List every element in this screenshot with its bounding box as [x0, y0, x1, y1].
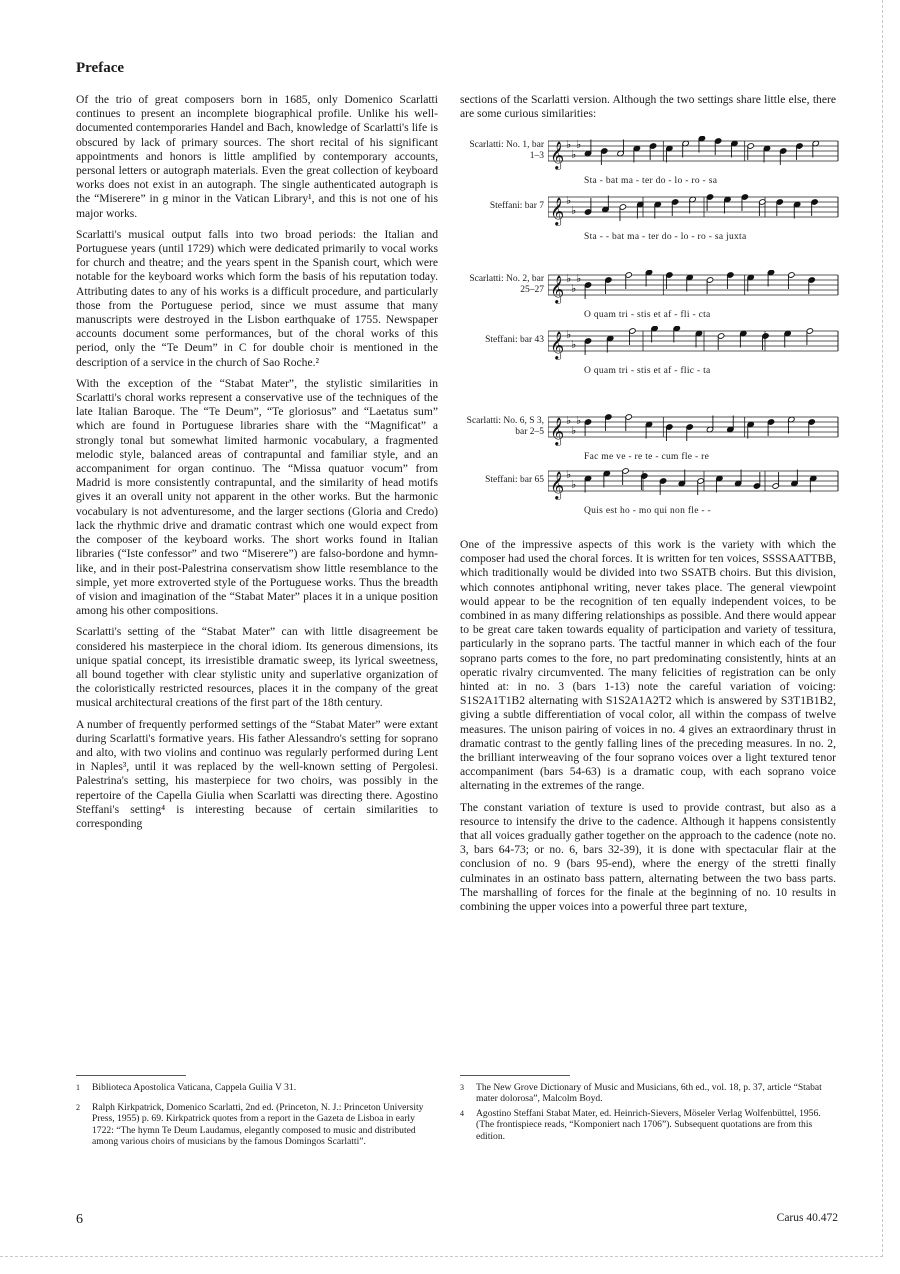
page-number: 6 [76, 1212, 83, 1227]
flat-icon: ♭ [571, 148, 577, 161]
staff [548, 326, 840, 360]
example-label: Steffani: bar 7 [489, 201, 544, 211]
treble-clef-icon: 𝄞 [550, 141, 565, 169]
example-label: Steffani: bar 43 [485, 335, 544, 345]
flat-icon: ♭ [566, 414, 572, 427]
example-lyrics: O quam tri - stis et af - flic - ta [584, 366, 711, 376]
paragraph: A number of frequently performed settings of the “Stabat Mater” were extant during Scarlatti's formative years. His father Alessandro's setting for soprano and alto, with two violins and continuo was regularly performed during Lent in Naples³, until it was replaced by the well-known setting of Pergolesi. Palestrina's setting, his masterpiece for two choirs, was possibly in the repertoire of the Capella Giulia when Scarlatti was directing there. Agostino Steffani's setting⁴ is interesting because of certain similarities to corresponding [76, 717, 438, 830]
treble-clef-icon: 𝄞 [550, 331, 565, 359]
flat-icon: ♭ [571, 478, 577, 491]
footnote-text: The New Grove Dictionary of Music and Musicians, 6th ed., vol. 18, p. 37, article “Stabat mater dolorosa”, Malcolm Boyd. [476, 1082, 822, 1105]
music-examples [460, 132, 836, 532]
paragraph: With the exception of the “Stabat Mater”, the stylistic similarities in Scarlatti's choral works represent a conservative use of the techniques of the late Italian Baroque. The “Te Deum”, “Te gloriosus” and “Laetatus sum” which are found in Portuguese libraries share with the “Magnificat” a strongly tonal but somewhat limited harmonic vocabulary, a fragmented melodic style, balanced areas of contrapuntal and familiar style, and an accompaniment for organ continuo. The “Missa quatuor vocum” from Madrid is more consistently contrapuntal, and the similarity of head motifs gives it an overall unity not apparent in the other works. But the harmonic vocabulary is not adventuresome, and the larger sections (Gloria and Credo) lack the rhythmic drive and dramatic contrast which one would expect from the composer of the keyboard works. The short works found in Italian libraries (“Iste confessor” and two “Miserere”) are falso-bordone and hymn-like, and in their post-Palestrina conservatism show little resemblance to the simple, yet more extroverted style of the Portuguese works. Thus the breadth of vision and imagination of the “Stabat Mater” places it in a unique position among his other compositions. [76, 376, 438, 618]
footnote-mark: 4 [460, 1109, 464, 1118]
example-label: Steffani: bar 65 [485, 475, 544, 485]
example-lyrics: Sta - - bat ma - ter do - lo - ro - sa juxta [584, 232, 747, 242]
staff [548, 270, 840, 304]
footnote-text: Agostino Steffani Stabat Mater, ed. Heinrich-Sievers, Möseler Verlag Wolfenbüttel, 1956. (The frontispiece reads, “Komponiert nach 1706”). Subsequent quotations are from this edition. [476, 1108, 821, 1142]
flat-icon: ♭ [566, 272, 572, 285]
treble-clef-icon: 𝄞 [550, 417, 565, 445]
flat-icon: ♭ [566, 138, 572, 151]
flat-icon: ♭ [566, 328, 572, 341]
flat-icon: ♭ [566, 468, 572, 481]
footnote-mark: 1 [76, 1083, 80, 1092]
flat-icon: ♭ [571, 338, 577, 351]
footnote-mark: 3 [460, 1083, 464, 1092]
treble-clef-icon: 𝄞 [550, 197, 565, 225]
example-label: Scarlatti: No. 6, S 3, bar 2–5 [466, 416, 544, 437]
staff [548, 136, 840, 170]
flat-icon: ♭ [576, 414, 582, 427]
flat-icon: ♭ [576, 138, 582, 151]
staff [548, 412, 840, 446]
example-lyrics: Quis est ho - mo qui non fle - - [584, 506, 712, 516]
example-lyrics: Fac me ve - re te - cum fle - re [584, 452, 710, 462]
paragraph: The constant variation of texture is used to provide contrast, but also as a resource to intensify the drive to the cadence. Although it happens consistently that all voices gradually gather together on the approach to the cadence (note no. 3, bars 64-73; or no. 6, bars 32-39), it is done with spectacular flair at the conclusion of no. 9 (bars 95-end), where the energy of the stretti finally culminates in an ostinato bass pattern, alternating between the two bass parts. The marshalling of forces for the finale at the beginning of no. 10 results in combining the upper voices into a powerful three part texture, [460, 800, 836, 914]
flat-icon: ♭ [571, 204, 577, 217]
footnote-text: Biblioteca Apostolica Vaticana, Cappela Guilia V 31. [92, 1082, 297, 1093]
right-column [460, 538, 836, 921]
example-label: Scarlatti: No. 2, bar 25–27 [469, 274, 544, 295]
paragraph: sections of the Scarlatti version. Although the two settings share little else, there are some curious similarities: [460, 93, 836, 121]
paragraph: Of the trio of great composers born in 1685, only Domenico Scarlatti continues to present an incomplete biographical profile. Unlike his well-documented contemporaries Handel and Bach, knowledge of Scarlatti's life is obscured by lack of primary sources. The short recital of his significant appointments and honors is little amplified by contemporary accounts, personal letters or autograph materials. Even the great collection of keyboard works does not exist in an autograph. The single authenticated autograph is the “Miserere” in g minor in the Vatican Library¹, and this is not one of his major works. [76, 93, 438, 220]
example-lyrics: Sta - bat ma - ter do - lo - ro - sa [584, 176, 718, 186]
left-column [76, 93, 438, 838]
treble-clef-icon: 𝄞 [550, 275, 565, 303]
catalog-number: Carus 40.472 [776, 1212, 838, 1224]
treble-clef-icon: 𝄞 [550, 471, 565, 499]
flat-icon: ♭ [571, 424, 577, 437]
footnote [76, 1082, 438, 1093]
page-title: Preface [76, 60, 125, 76]
paragraph: Scarlatti's setting of the “Stabat Mater” can with little disagreement be considered his masterpiece in the choral idiom. Its generous dimensions, its unique spatial concept, its irresistible dramatic sweep, its lyrical sweetness, all bound together with clear stylistic unity and superlative organization of the coloristically restricted resources, places it in the company of the great musical architectural creations of the first part of the 18th century. [76, 625, 438, 710]
example-label: Scarlatti: No. 1, bar 1–3 [469, 140, 544, 161]
flat-icon: ♭ [576, 272, 582, 285]
footnote-rule [460, 1075, 570, 1076]
paragraph: One of the impressive aspects of this work is the variety with which the composer had used the choral forces. It is written for ten voices, SSSSAATTBB, which traditionally would be divided into two SSATB choirs. But this division, which connotes antiphonal writing, never takes place. The general viewpoint would appear to be the recognition of ten equally independent voices, to be combined in as many differing relationships as possible. And there would appear to be great care taken towards equality of participation and variety of tessitura, particularly in the soprano parts. The tactful manner in which each of the four soprano parts comes to the fore, no part predominating consistently, hints at an operatic rivalry circumvented. The many felicities of registration can be only hinted at: in no. 3 (bars 1-13) note the careful variation of voicing: S1S2A1T1B2 alternating with S1S2A1A2T2 which is answered by S3T1B1B2, giving a subtle differentiation of vocal color, all within the compass of twelve measures. The unison pairing of voices in no. 4 gives an extraordinary thrust in dramatic contrast to the gently falling lines of the preceding measures. In no. 2, the brilliant interweaving of the four soprano voices over a light textured tenor accompaniment (bars 54-63) is a dramatic coup, with each soprano voice alternating in the extremes of the range. [460, 538, 836, 793]
footnote [76, 1102, 438, 1148]
footnote-text: Ralph Kirkpatrick, Domenico Scarlatti, 2nd ed. (Princeton, N. J.: Princeton University Press, 1955) p. 69. Kirkpatrick quotes from a report in the Gazeta de Lisboa in early 1722: “The hymn Te Deum Laudamus, elegantly composed to music and distributed among various choirs of musicians by the famous Domingos Scarlatti”. [92, 1102, 424, 1148]
paragraph: Scarlatti's musical output falls into two broad periods: the Italian and Portuguese years (until 1729) which were dedicated primarily to vocal works for church and theatre; and the years spent in the Spanish court, which were notable for the keyboard works which form the basis of his reputation today. Attributing dates to any of his works is a difficult procedure, and particularly those from the Portuguese period, since we must assume that many manuscripts were destroyed in the Lisbon earthquake of 1755. Newspaper accounts document some performances, but of the choral works of this period, only the “Te Deum” in C for double choir is mentioned in the description of a service in the church of Sao Roche.² [76, 227, 438, 369]
flat-icon: ♭ [571, 282, 577, 295]
staff [548, 192, 840, 226]
footnote-rule [76, 1075, 186, 1076]
footnote [460, 1082, 836, 1105]
footnote-mark: 2 [76, 1103, 80, 1112]
staff [548, 466, 840, 500]
flat-icon: ♭ [566, 194, 572, 207]
example-lyrics: O quam tri - stis et af - fli - cta [584, 310, 711, 320]
right-column-intro [460, 93, 836, 128]
footnote [460, 1108, 836, 1142]
